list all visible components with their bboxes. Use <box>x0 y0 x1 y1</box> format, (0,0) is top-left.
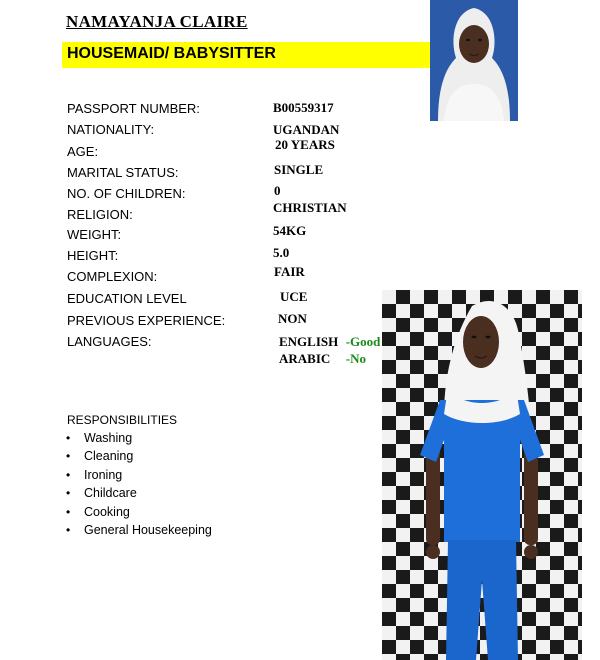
list-item: • Cooking <box>66 503 212 521</box>
label-religion: RELIGION: <box>67 207 133 222</box>
list-item: • Ironing <box>66 466 212 484</box>
label-languages: LANGUAGES: <box>67 334 152 349</box>
responsibilities-heading: RESPONSIBILITIES <box>67 413 178 427</box>
label-age: AGE: <box>67 144 99 159</box>
list-item: • Cleaning <box>66 447 212 465</box>
list-item: • Washing <box>66 429 212 447</box>
value-height: 5.0 <box>273 245 290 260</box>
label-no-of-children: NO. OF CHILDREN: <box>67 186 186 201</box>
language-name: ARABIC <box>279 351 331 366</box>
responsibilities-list <box>66 429 212 539</box>
full-body-illustration <box>382 290 582 660</box>
language-level-good: -Good <box>345 334 381 349</box>
label-weight: WEIGHT: <box>67 227 122 242</box>
label-height: HEIGHT: <box>67 248 119 263</box>
value-weight: 54KG <box>273 223 307 238</box>
full-body-photo <box>382 290 582 660</box>
candidate-name: NAMAYANJA CLAIRE <box>66 12 248 31</box>
language-name: ENGLISH <box>279 334 339 349</box>
label-passport-number: PASSPORT NUMBER: <box>67 101 200 116</box>
label-marital-status: MARITAL STATUS: <box>67 165 179 180</box>
language-row-arabic <box>279 350 366 368</box>
language-row-english <box>279 333 380 351</box>
list-item: • General Housekeeping <box>66 521 212 539</box>
position-title: HOUSEMAID/ BABYSITTER <box>67 45 276 62</box>
value-passport-number: B00559317 <box>273 100 334 115</box>
value-complexion: FAIR <box>274 264 305 279</box>
label-education-level: EDUCATION LEVEL <box>67 291 187 306</box>
list-item: • Childcare <box>66 484 212 502</box>
language-level-no: -No <box>345 351 366 366</box>
value-age: 20 YEARS <box>275 137 335 152</box>
label-nationality: NATIONALITY: <box>67 122 155 137</box>
label-complexion: COMPLEXION: <box>67 269 158 284</box>
value-education-level: UCE <box>280 289 308 304</box>
value-religion: CHRISTIAN <box>273 200 347 215</box>
value-nationality: UGANDAN <box>273 122 340 137</box>
value-no-of-children: 0 <box>274 183 281 198</box>
value-previous-experience: NON <box>278 311 307 326</box>
portrait-photo <box>430 0 518 121</box>
label-previous-experience: PREVIOUS EXPERIENCE: <box>67 313 226 328</box>
portrait-illustration <box>430 0 518 121</box>
value-marital-status: SINGLE <box>274 162 324 177</box>
